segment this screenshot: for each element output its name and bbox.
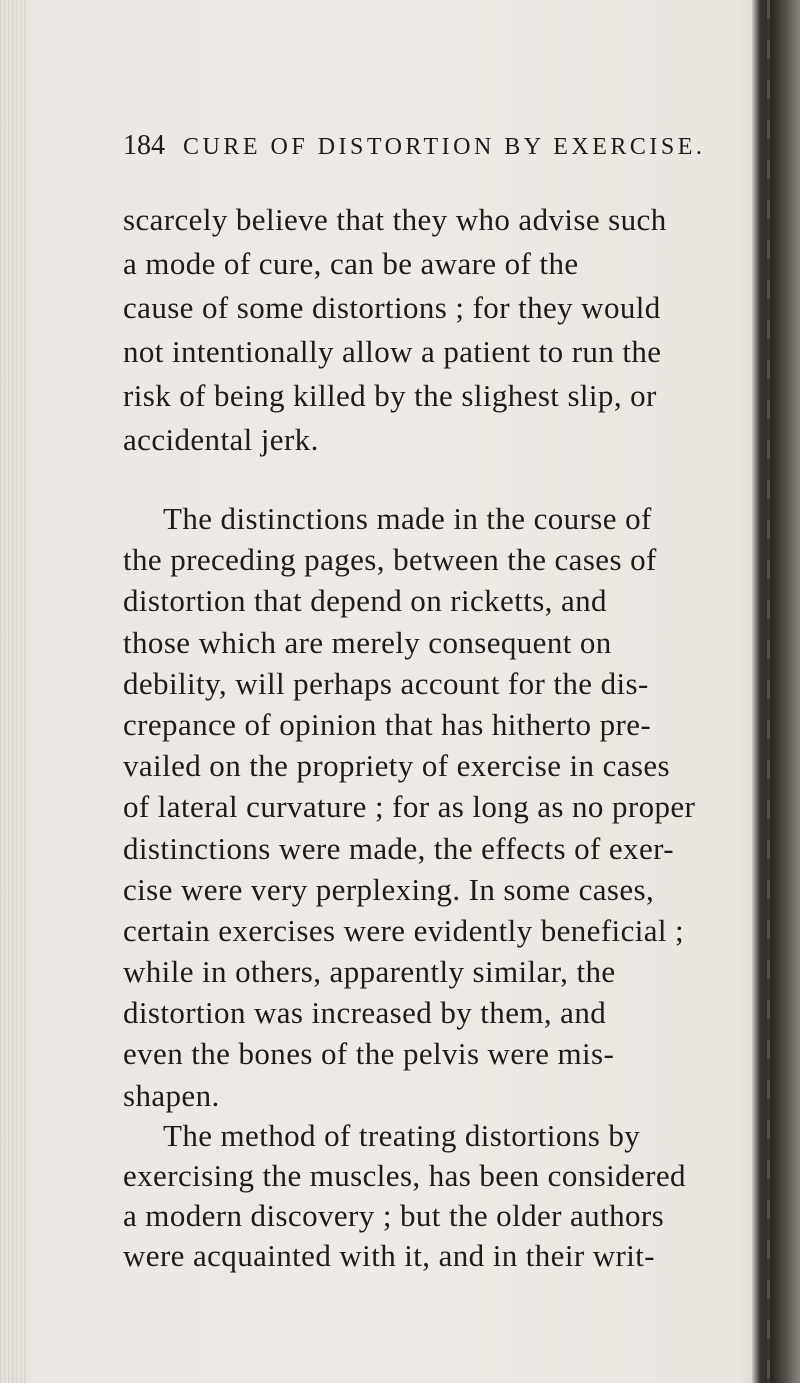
running-title: CURE OF DISTORTION BY EXERCISE.: [183, 134, 706, 160]
text-line: accidental jerk.: [123, 422, 319, 457]
binding-shadow: [767, 0, 770, 1383]
text-line: even the bones of the pelvis were mis-: [123, 1036, 615, 1072]
paragraph-2: [123, 498, 723, 1116]
text-line: a mode of cure, can be aware of the: [123, 246, 579, 281]
text-line: exercising the muscles, has been considered: [123, 1157, 686, 1193]
text-line: the preceding pages, between the cases of: [123, 542, 657, 578]
text-line: those which are merely consequent on: [123, 624, 612, 660]
text-line: a modern discovery ; but the older authors: [123, 1197, 665, 1233]
binding-gutter: [752, 0, 800, 1383]
text-line: certain exercises were evidently beneficial ;: [123, 912, 685, 948]
text-line: not intentionally allow a patient to run the: [123, 334, 662, 369]
text-line: risk of being killed by the slighest slip, or: [123, 378, 657, 413]
text-line: were acquainted with it, and in their writ-: [123, 1237, 655, 1273]
page-number: 184: [123, 130, 165, 161]
text-line: scarcely believe that they who advise such: [123, 202, 667, 237]
text-line: cause of some distortions ; for they would: [123, 290, 661, 325]
page-left-edge: [0, 0, 26, 1383]
text-line: cise were very perplexing. In some cases,: [123, 871, 655, 907]
text-line: The method of treating distortions by: [163, 1117, 641, 1153]
text-line: shapen.: [123, 1077, 220, 1113]
text-line: crepance of opinion that has hitherto pre-: [123, 706, 652, 742]
text-line: while in others, apparently similar, the: [123, 954, 616, 990]
text-line: distortion was increased by them, and: [123, 995, 607, 1031]
text-line: distinctions were made, the effects of exer-: [123, 830, 674, 866]
text-line: The distinctions made in the course of: [163, 501, 652, 536]
page-text: [123, 130, 723, 1276]
text-line: of lateral curvature ; for as long as no proper: [123, 789, 696, 825]
running-head: [123, 130, 723, 162]
text-line: distortion that depend on ricketts, and: [123, 583, 607, 619]
paragraph-3: [123, 1116, 723, 1276]
text-line: debility, will perhaps account for the dis-: [123, 665, 649, 701]
text-line: vailed on the propriety of exercise in cases: [123, 748, 670, 784]
paragraph-1: [123, 198, 723, 462]
